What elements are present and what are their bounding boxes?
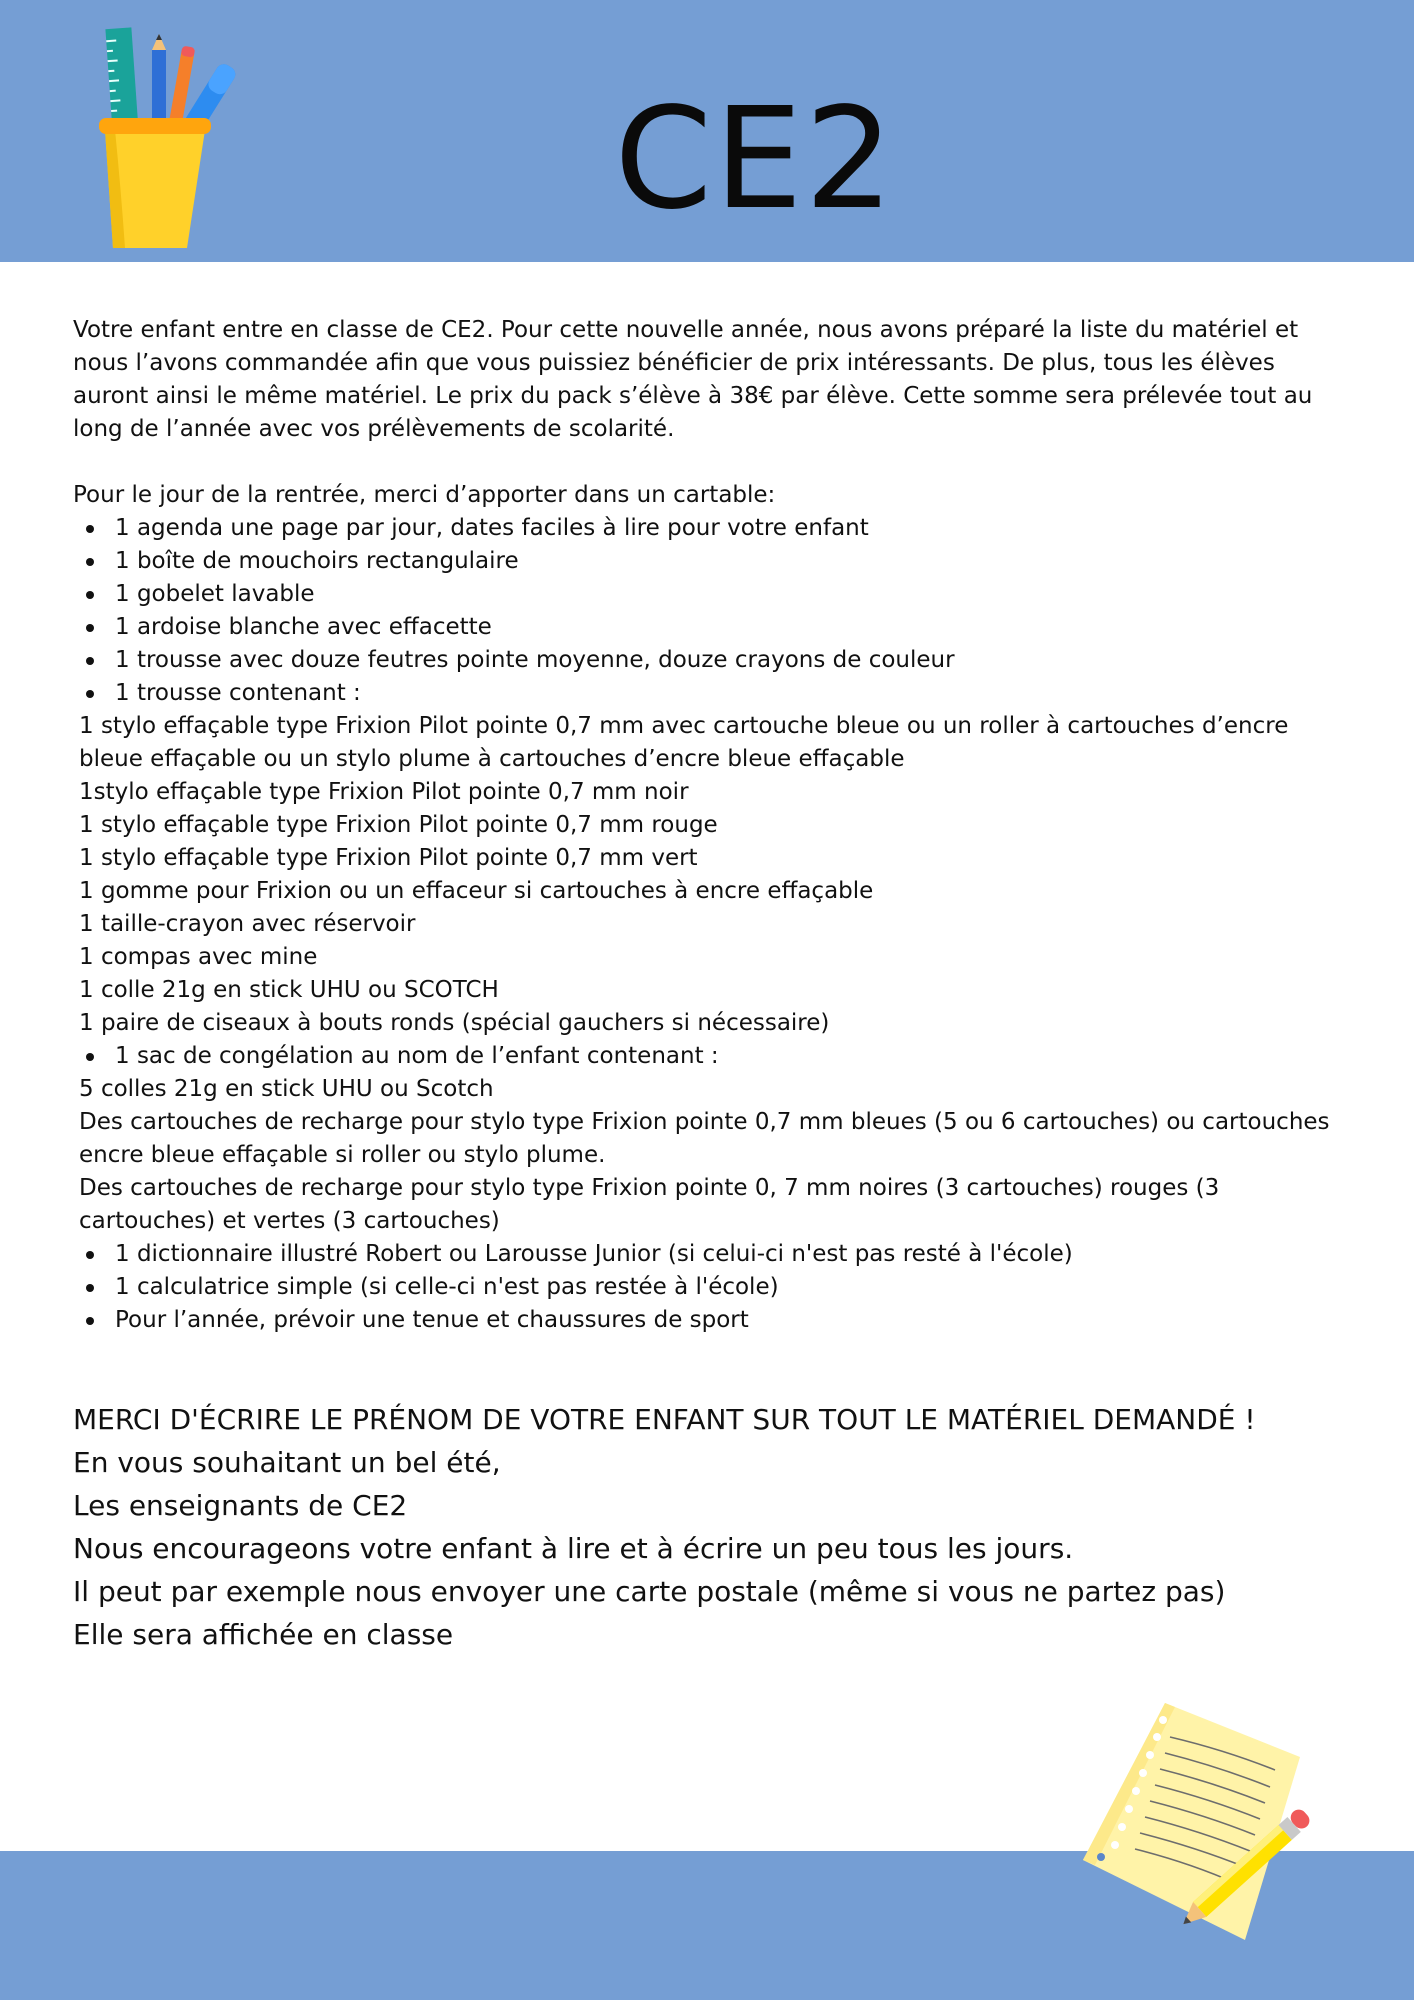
bullet-icon — [86, 558, 94, 566]
list-item — [73, 512, 1353, 545]
closing-line: Les enseignants de CE2 — [73, 1489, 408, 1522]
bullet-icon — [86, 657, 94, 665]
trousse-item: 1 taille-crayon avec réservoir — [79, 911, 416, 937]
page-title: CE2 — [614, 78, 896, 241]
list-item — [73, 644, 1353, 677]
list-item-text: 1 agenda une page par jour, dates faciles à lire pour votre enfant — [115, 515, 869, 541]
list-item — [73, 1040, 1353, 1073]
trousse-item: 1 colle 21g en stick UHU ou SCOTCH — [79, 977, 499, 1003]
bullet-icon — [86, 525, 94, 533]
list-item — [73, 1271, 1353, 1304]
list-item-text: 1 gobelet lavable — [115, 581, 315, 607]
bullet-icon — [86, 1317, 94, 1325]
trousse-item: 1 stylo effaçable type Frixion Pilot pointe 0,7 mm rouge — [79, 812, 718, 838]
trousse-item: 1 gomme pour Frixion ou un effaceur si cartouches à encre effaçable — [79, 878, 874, 904]
list-item-text: 1 dictionnaire illustré Robert ou Larousse Junior (si celui-ci n'est pas resté à l'école) — [115, 1241, 1073, 1267]
list-item-text: 1 calculatrice simple (si celle-ci n'est pas restée à l'école) — [115, 1274, 779, 1300]
list-item-text: 1 trousse contenant : — [115, 680, 361, 706]
bullet-icon — [86, 591, 94, 599]
list-item-text: 1 sac de congélation au nom de l’enfant contenant : — [115, 1043, 719, 1069]
closing-line: En vous souhaitant un bel été, — [73, 1446, 501, 1479]
list-heading: Pour le jour de la rentrée, merci d’apporter dans un cartable: — [73, 482, 776, 508]
bag-item: Des cartouches de recharge pour stylo type Frixion pointe 0, 7 mm noires (3 cartouches) rouges (3 cartouches) et vertes (3 cartouches) — [79, 1175, 1220, 1234]
notepad-pencil-icon — [1075, 1695, 1335, 1945]
bullet-icon — [86, 1284, 94, 1292]
trousse-item: 1stylo effaçable type Frixion Pilot pointe 0,7 mm noir — [79, 779, 689, 805]
intro-paragraph: Votre enfant entre en classe de CE2. Pour cette nouvelle année, nous avons préparé la liste du matériel et nous l’avons commandée afin que vous puissiez bénéficier de prix intéressants. De plus, tous les élèves auront ainsi le même matériel. Le prix du pack s’élève à 38€ par élève. Cette somme sera prélevée tout au long de l’année avec vos prélèvements de scolarité. — [73, 317, 1313, 442]
list-item — [73, 677, 1353, 710]
list-item-text: 1 boîte de mouchoirs rectangulaire — [115, 548, 519, 574]
trousse-item: 1 compas avec mine — [79, 944, 318, 970]
bullet-icon — [86, 690, 94, 698]
list-item — [73, 545, 1353, 578]
bullet-icon — [86, 1251, 94, 1259]
list-item — [73, 578, 1353, 611]
list-item-text: 1 trousse avec douze feutres pointe moyenne, douze crayons de couleur — [115, 647, 955, 673]
trousse-item: 1 paire de ciseaux à bouts ronds (spécial gauchers si nécessaire) — [79, 1010, 830, 1036]
bag-item: 5 colles 21g en stick UHU ou Scotch — [79, 1076, 494, 1102]
list-item — [73, 1304, 1353, 1337]
trousse-item: 1 stylo effaçable type Frixion Pilot pointe 0,7 mm avec cartouche bleue ou un roller à cartouches d’encre bleue effaçable ou un stylo plume à cartouches d’encre bleue effaçable — [79, 713, 1289, 772]
closing-line: Elle sera affichée en classe — [73, 1618, 454, 1651]
spacer — [73, 446, 1353, 479]
main-content — [73, 314, 1353, 1337]
closing-line: MERCI D'ÉCRIRE LE PRÉNOM DE VOTRE ENFANT SUR TOUT LE MATÉRIEL DEMANDÉ ! — [73, 1403, 1256, 1436]
header-banner — [0, 0, 1414, 262]
closing-line: Nous encourageons votre enfant à lire et à écrire un peu tous les jours. — [73, 1532, 1074, 1565]
list-item-text: 1 ardoise blanche avec effacette — [115, 614, 492, 640]
bag-item: Des cartouches de recharge pour stylo type Frixion pointe 0,7 mm bleues (5 ou 6 cartouches) ou cartouches encre bleue effaçable si roller ou stylo plume. — [79, 1109, 1330, 1168]
bullet-icon — [86, 1053, 94, 1061]
list-item — [73, 1238, 1353, 1271]
bullet-icon — [86, 624, 94, 632]
closing-message — [73, 1398, 1373, 1656]
list-item-text: Pour l’année, prévoir une tenue et chaussures de sport — [115, 1307, 749, 1333]
list-item — [73, 611, 1353, 644]
trousse-item: 1 stylo effaçable type Frixion Pilot pointe 0,7 mm vert — [79, 845, 698, 871]
closing-line: Il peut par exemple nous envoyer une carte postale (même si vous ne partez pas) — [73, 1575, 1226, 1608]
